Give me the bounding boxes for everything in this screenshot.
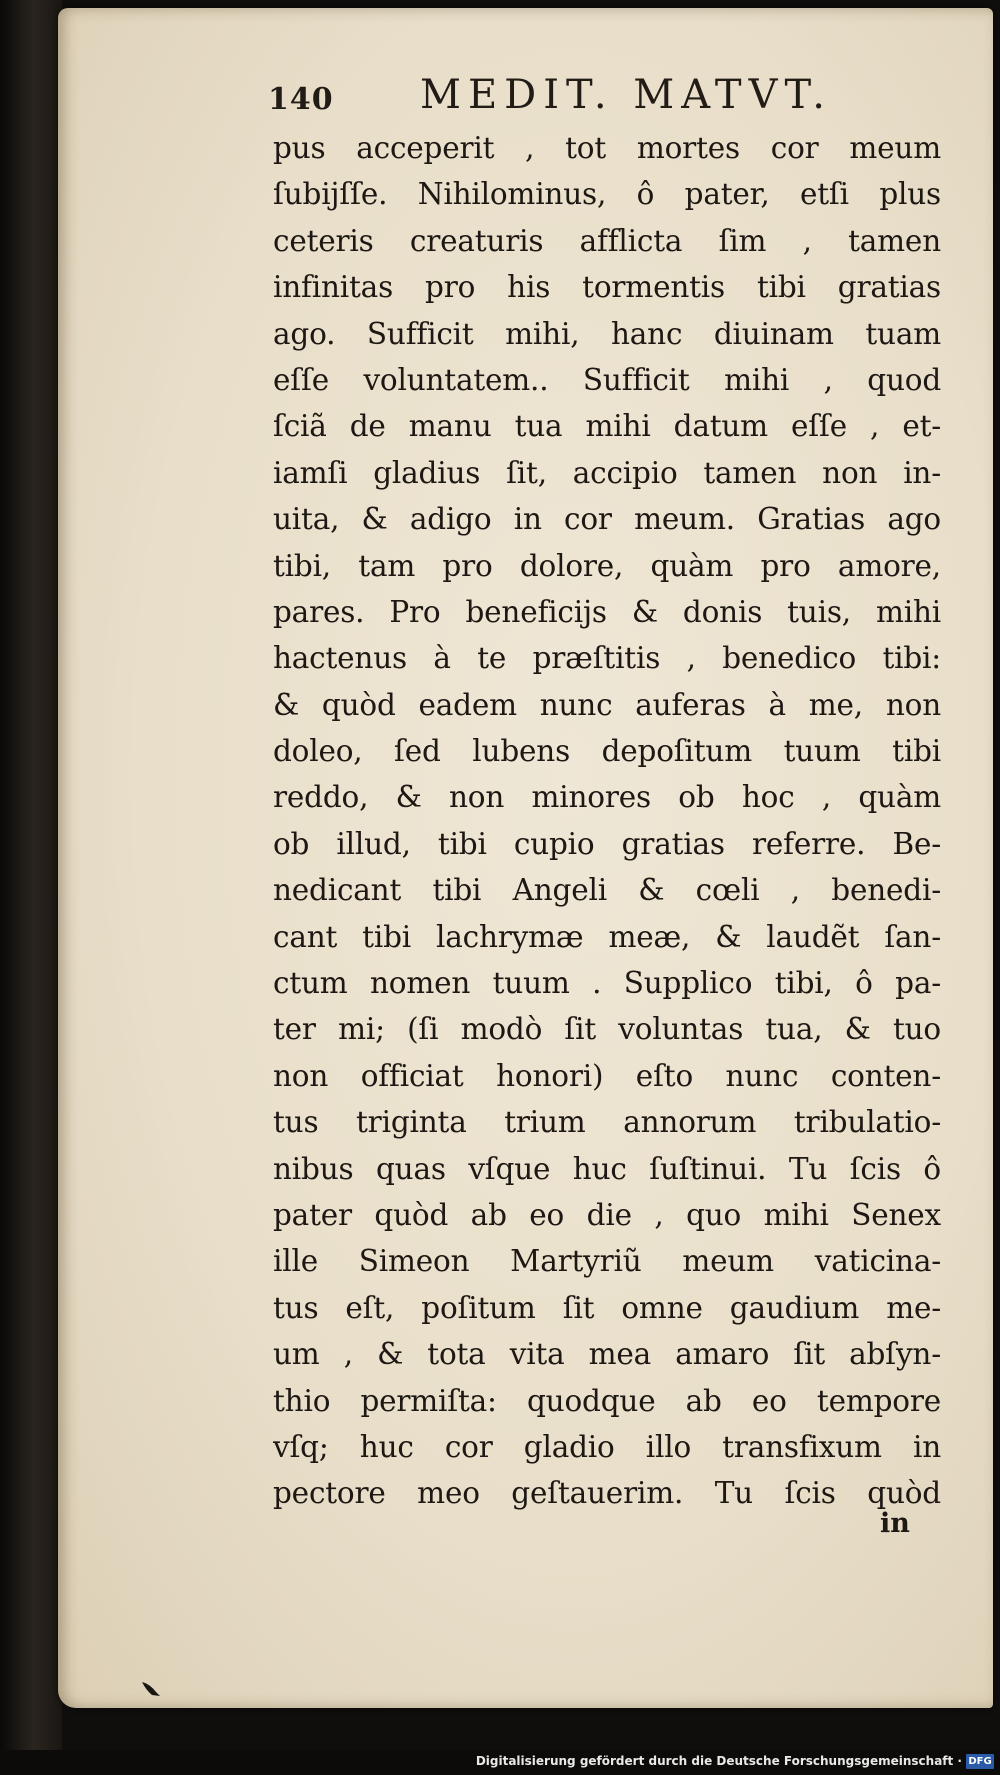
text-line: tus triginta trium annorum tribulatio- bbox=[273, 1105, 941, 1140]
text-line: ter mi; (ſi modò ſit voluntas tua, & tuo bbox=[273, 1012, 941, 1047]
text-line: tibi, tam pro dolore, quàm pro amore, bbox=[273, 548, 941, 583]
dfg-logo: DFG bbox=[966, 1754, 994, 1769]
book-spine bbox=[0, 0, 62, 1775]
text-line: reddo, & non minores ob hoc , quàm bbox=[273, 780, 941, 815]
text-line: uita, & adigo in cor meum. Gratias ago bbox=[273, 502, 941, 537]
text-line: pares. Pro beneficijs & donis tuis, mihi bbox=[273, 594, 941, 629]
page-number: 140 bbox=[268, 82, 334, 117]
text-line: pectore meo geſtauerim. Tu ſcis quòd bbox=[273, 1476, 941, 1511]
text-line: ob illud, tibi cupio gratias referre. Be- bbox=[273, 826, 941, 861]
page-header bbox=[268, 72, 938, 132]
text-line: thio permiſta: quodque ab eo tempore bbox=[273, 1383, 941, 1418]
text-line: hactenus à te præſtitis , benedico tibi: bbox=[273, 641, 941, 676]
text-line: ſubijſſe. Nihilominus, ô pater, etſi plus bbox=[273, 177, 941, 212]
text-line: ctum nomen tuum . Supplico tibi, ô pa- bbox=[273, 966, 941, 1001]
text-line: non officiat honori) eſto nunc conten- bbox=[273, 1058, 941, 1093]
footer-credit: Digitalisierung gefördert durch die Deutsche Forschungsgemeinschaft · bbox=[475, 1754, 962, 1768]
text-line: pus acceperit , tot mortes cor meum bbox=[273, 131, 941, 165]
text-line: eſſe voluntatem.. Sufficit mihi , quod bbox=[273, 362, 941, 397]
text-line: nibus quas vſque huc ſuſtinui. Tu ſcis ô bbox=[273, 1151, 941, 1186]
text-line: ſciã de manu tua mihi datum eſſe , et- bbox=[273, 409, 941, 444]
text-line: pater quòd ab eo die , quo mihi Senex bbox=[273, 1197, 941, 1232]
text-line: doleo, ſed lubens depoſitum tuum tibi bbox=[273, 734, 941, 769]
catchword: in bbox=[880, 1508, 910, 1539]
text-line: ille Simeon Martyriũ meum vaticina- bbox=[273, 1244, 941, 1279]
text-line: tus eſt, poſitum ſit omne gaudium me- bbox=[273, 1290, 941, 1325]
ink-blot bbox=[140, 1680, 170, 1698]
text-line: vſq; huc cor gladio illo transfixum in bbox=[273, 1429, 941, 1464]
running-head: MEDIT. MATVT. bbox=[420, 72, 832, 118]
text-line: cant tibi lachrymæ meæ, & laudẽt ſan- bbox=[273, 919, 941, 954]
text-line: infinitas pro his tormentis tibi gratias bbox=[273, 270, 941, 305]
text-line: nedicant tibi Angeli & cœli , benedi- bbox=[273, 873, 941, 908]
text-line: & quòd eadem nunc auferas à me, non bbox=[273, 687, 941, 722]
text-line: ago. Sufficit mihi, hanc diuinam tuam bbox=[273, 316, 941, 351]
body-text bbox=[273, 125, 941, 1517]
text-line: um , & tota vita mea amaro ſit abſyn- bbox=[273, 1337, 941, 1372]
text-line: ceteris creaturis afflicta ſim , tamen bbox=[273, 223, 941, 258]
text-line: iamſi gladius ſit, accipio tamen non in- bbox=[273, 455, 941, 490]
footer-bar bbox=[0, 1750, 1000, 1775]
